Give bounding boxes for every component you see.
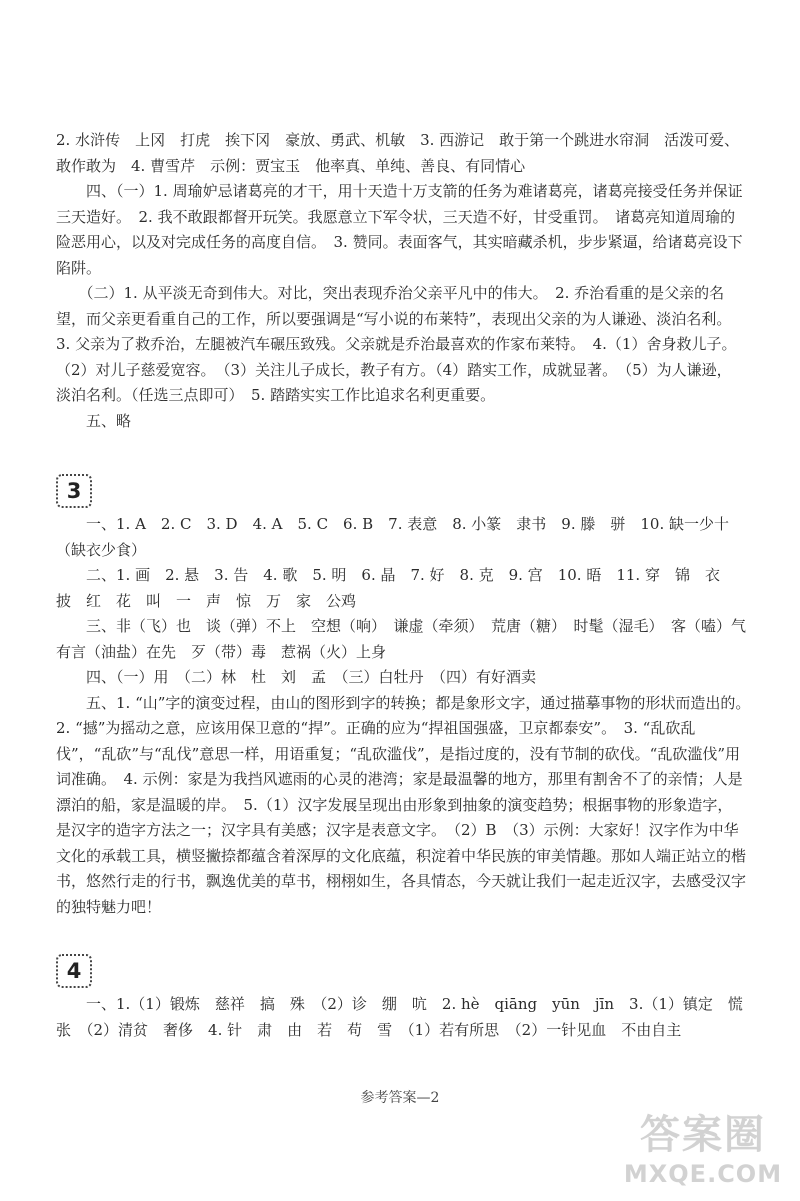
watermark-logo [618,1112,788,1192]
watermark-url: MXQE.COM [623,1160,783,1188]
page-footer: 参考答案—2 [360,1090,440,1106]
section-4-badge: 4 [56,954,92,988]
answer-block-section-3: 一、1. A 2. C 3. D 4. A 5. C 6. B 7. 表意 8. 小篆 隶书 9. 滕 骈 10. 缺一少十（缺衣少食） 二、1. 画 2. 悬 3. 告 4. 歌 5. 明 6. 晶 7. 好 8. 克 9. 宫 10. 晤 11. 穿 锦 衣 披 红 花 叫 一 声 惊 万 家 公鸡 三、非（飞）也 谈（弹）不上 空想（响） 谦虚（牵须） 荒唐（糖） 时髦（湿毛） 客（嗑）气 有言（油盐）在先 歹（带）毒 惹祸（火）上身 四、（一）用 （二）林 杜 刘 孟 （三）白牡丹 （四）有好酒卖 五、1. “山”字的演变过程，由山的图形到字的转换；都是象形文字，通过描摹事物的形状而造出的。 2. “撼”为摇动之意，应该用保卫意的“捍”。正确的应为“捍祖国强盛，卫京都泰安”。 3. “乱砍乱伐”，“乱砍”与“乱伐”意思一样，用语重复；“乱砍滥伐”，是指过度的，没有节制的砍伐。“乱砍滥伐”用词准确。 4. 示例：家是为我挡风遮雨的心灵的港湾；家是最温馨的地方，那里有割舍不了的亲情；人是漂泊的船，家是温暖的岸。 5.（1）汉字发展呈现出由形象到抽象的演变趋势；根据事物的形象造字，是汉字的造字方法之一；汉字具有美感；汉字是表意文字。 （2）B （3）示例：大家好！汉字作为中华文化的承载工具，横竖撇捺都蕴含着深厚的文化底蕴，积淀着中华民族的审美情趣。那如人端正站立的楷书，悠然行走的行书，飘逸优美的草书，栩栩如生，各具情态，今天就让我们一起走近汉字，去感受汉字的独特魅力吧！ [56,515,747,916]
answer-block-section-4: 一、1.（1）锻炼 慈祥 搞 殊 （2）诊 绷 吭 2. hè qiāng yūn jīn 3.（1）镇定 慌张 （2）清贫 奢侈 4. 针 肃 由 若 苟 雪 （1）若有所思 （2）一针见血 不由自主 [56,995,743,1039]
answer-block-prev: 2. 水浒传 上冈 打虎 挨下冈 豪放、勇武、机敏 3. 西游记 敢于第一个跳进水帘洞 活泼可爱、敢作敢为 4. 曹雪芹 示例：贾宝玉 他率真、单纯、善良、有同情心 四、（一）1. 周瑜妒忌诸葛亮的才干，用十天造十万支箭的任务为难诸葛亮，诸葛亮接受任务并保证三天造好。 2. 我不敢跟都督开玩笑。我愿意立下军令状，三天造不好，甘受重罚。 诸葛亮知道周瑜的险恶用心，以及对完成任务的高度自信。 3. 赞同。表面客气，其实暗藏杀机，步步紧逼，给诸葛亮设下陷阱。 （二）1. 从平淡无奇到伟大。对比，突出表现乔治父亲平凡中的伟大。 2. 乔治看重的是父亲的名望，而父亲更看重自己的工作，所以要强调是“写小说的布莱特”，表现出父亲的为人谦逊、淡泊名利。 3. 父亲为了救乔治，左腿被汽车碾压致残。父亲就是乔治最喜欢的作家布莱特。 4.（1）舍身救儿子。 （2）对儿子慈爱宽容。 （3）关注儿子成长，教子有方。（4）踏实工作，成就显著。 （5）为人谦逊，淡泊名利。（任选三点即可） 5. 踏踏实实工作比追求名利更重要。 五、略 [56,131,743,430]
watermark-title: 答案圈 [640,1112,766,1158]
section-3-badge: 3 [56,474,92,508]
